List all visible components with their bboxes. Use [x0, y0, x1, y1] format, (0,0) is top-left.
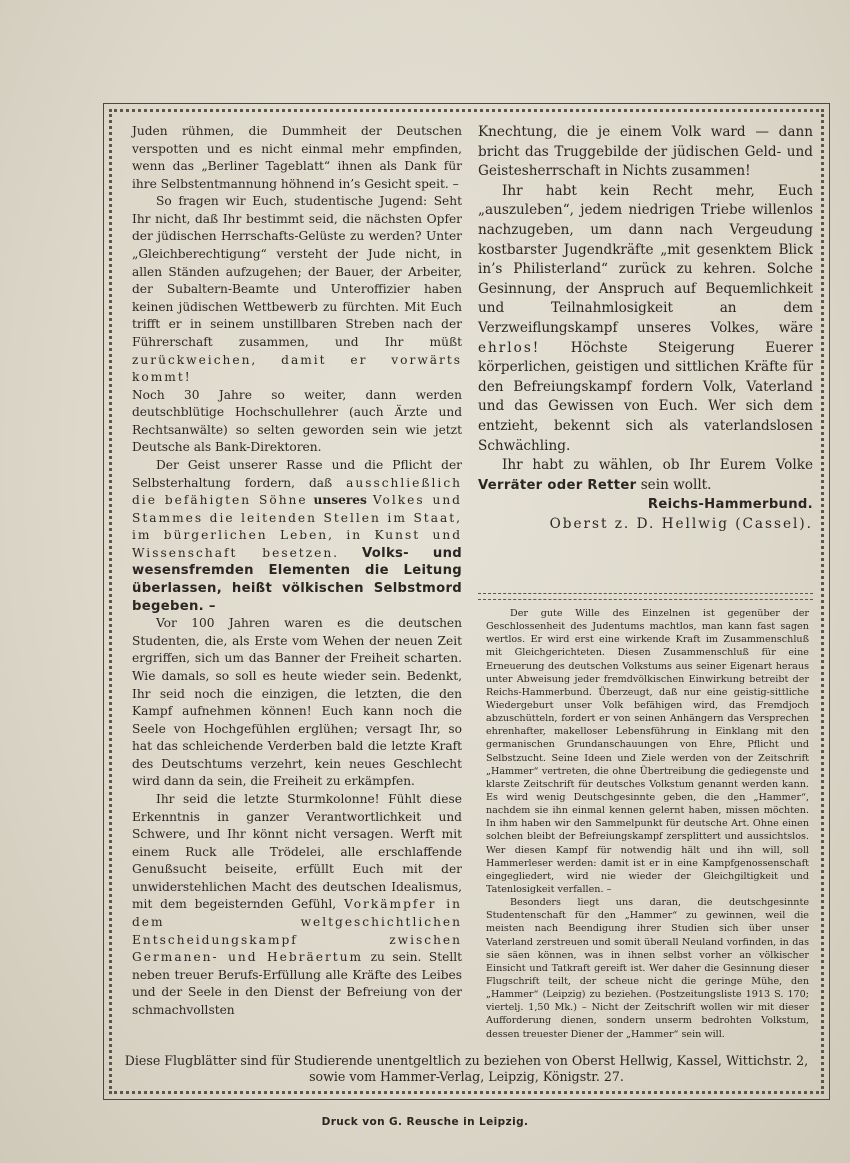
left-column	[132, 123, 462, 1019]
signature-name: Oberst z. D. Hellwig (Cassel).	[549, 515, 813, 532]
spaced-emphasis: ausschließlich die befähigten Söhne	[132, 475, 462, 508]
distribution-note	[124, 1053, 809, 1085]
hammer-notice	[486, 607, 809, 1041]
bold-emphasis: Verräter oder Retter	[478, 477, 637, 493]
paragraph: Vor 100 Jahren waren es die deutschen Studenten, die, als Erste vom Wehen der neuen Zeit ergriffen, sich um das Banner der Freiheit scharten. Wie damals, so soll es heute wieder sein. Bedenkt, Ihr seid noch die einzigen, die letzten, die den Kampf aufnehmen können! Euch kann noch die Seele von Hochgefühlen erglühen; versagt Ihr, so hat das schleichende Verderben bald die letzte Kraft des Deutschtums verzehrt, kein neues Geschlecht wird dann da sein, die Freiheit zu erkämpfen.	[132, 616, 462, 789]
paragraph	[132, 791, 462, 1020]
text-run: Ihr seid die letzte Sturmkolonne! Fühlt diese Erkenntnis in ganzer Verantwortlichkeit und Schwere, und Ihr könnt nicht versagen. Werft mit einem Ruck alle Trödelei, alle erschlaffende Genußsucht beiseite, erfüllt Euch mit der unwiderstehlichen Macht des deutschen Idealismus, mit dem begeisternden Gefühl,	[132, 791, 462, 912]
paragraph	[132, 457, 462, 615]
text-run: Ihr habt zu wählen, ob Ihr Eurem Volke	[502, 457, 813, 474]
right-column	[478, 123, 813, 534]
notice-paragraph: Der gute Wille des Einzelnen ist gegenüber der Geschlossenheit des Judentums machtlos, man kann fast sagen wertlos. Er wird erst eine wirkende Kraft im Zusammenschluß mit Gleichgerichteten. Diesen Zusammenschluß für eine Erneuerung des deutschen Volkstums aus seiner Eigenart heraus unter Abweisung jeder fremdvölkischen Einwirkung betreibt der Reichs-Hammerbund. Überzeugt, daß nur eine geistig-sittliche Wiedergeburt unser Volk befähigen wird, das Fremdjoch abzuschütteln, fordert er von seinen Anhängern das Versprechen ehrenhafter, makelloser Lebensführung in Einklang mit den germanischen Grundanschauungen von Ehre, Pflicht und Selbstzucht. Seine Ideen und Ziele werden von der Zeitschrift „Hammer“ vertreten, die ohne Übertreibung die gediegenste und klarste Zeitschrift für deutsches Volkstum genannt werden kann. Es wird wenig Deutschgesinnte geben, die den „Hammer“, nachdem sie ihn einmal kennen gelernt haben, missen möchten. In ihm haben wir den Sammelpunkt für deutsche Art. Ohne einen solchen bleibt der Befreiungskampf zersplittert und aussichtslos. Wer diesen Kampf für notwendig hält und ihn will, soll Hammerleser werden: damit ist er in eine Kampfgenossenschaft eingegliedert, wird nie wieder der Gleichgiltigkeit und Tatenlosigkeit verfallen. –	[486, 608, 809, 895]
ornamental-frame	[103, 103, 830, 1100]
spaced-emphasis: Volkes und Stammes die leitenden Stellen im Staat, im bürgerlichen Leben, in Kunst und Wissenschaft besetzen.	[132, 493, 462, 560]
text-run: Der Geist unserer Rasse und die Pflicht der Selbsterhaltung fordern, daß	[132, 457, 462, 490]
paragraph	[478, 182, 813, 456]
distribution-line: sowie vom Hammer-Verlag, Leipzig, Königstr. 27.	[309, 1069, 624, 1084]
bold-headline: Volks- und wesensfremden Elementen die Leitung überlassen, heißt völkischen Selbstmord begeben. –	[132, 545, 463, 614]
spaced-emphasis: Vorkämpfer in dem weltgeschichtlichen Entscheidungskampf zwischen Germanen- und Hebräertum	[132, 897, 463, 965]
text-run: So fragen wir Euch, studentische Jugend: Seht Ihr nicht, daß Ihr bestimmt seid, die nächsten Opfer der jüdischen Herrschafts-Gelüste zu werden?	[132, 194, 462, 244]
paragraph: Juden rühmen, die Dummheit der Deutschen verspotten und es nicht einmal mehr empfinden, wenn das „Berliner Tageblatt“ ihnen als Dank für ihre Selbstentmannung höhnend in’s Gesicht speit. –	[132, 124, 462, 191]
bold-emphasis: unseres	[313, 493, 367, 508]
spaced-emphasis: zurückweichen, damit er vorwärts kommt!	[132, 352, 462, 385]
distribution-line: Diese Flugblätter sind für Studierende unentgeltlich zu beziehen von Oberst Hellwig, Kassel, Wittichstr. 2,	[124, 1053, 809, 1068]
text-run: Ihr habt kein Recht mehr, Euch „auszuleben“, jedem niedrigen Triebe willenlos nachzugeben, um dann nach Vergeudung kostbarster Jugendkräfte „mit gesenktem Blick in’s Philisterland“ zurück zu kehren. Solche Gesinnung, der Anspruch auf Bequemlichkeit und Teilnahmlosigkeit an dem Verzweiflungskampf unseres Volkes, wäre	[478, 182, 813, 336]
text-run: zu sein. Stellt neben treuer Berufs-Erfüllung alle Kräfte des Leibes und der Seele in den Dienst der Befreiung von der schmachvollsten	[132, 950, 463, 1017]
paragraph: Noch 30 Jahre so weiter, dann werden deutschblütige Hochschullehrer (auch Ärzte und Rechtsanwälte) so selten geworden sein wie jetzt Deutsche als Bank-Direktoren.	[132, 387, 462, 455]
text-run: Unter „Gleichberechtigung“ versteht der Jude nicht, in allen Ständen aufzugehen; der Bauer, der Arbeiter, der Subaltern-Beamte und Unteroffizier haben keinen jüdischen Wettbewerb zu fürchten. Mit Euch trifft er in seinem unstillbaren Streben nach der Führerschaft zusammen, und Ihr müßt	[132, 229, 462, 349]
signature-organization: Reichs-Hammerbund.	[647, 497, 813, 513]
paragraph: Knechtung, die je einem Volk ward — dann bricht das Truggebilde der jüdischen Geld- und Geistesherrschaft in Nichts zusammen!	[478, 124, 813, 180]
notice-paragraph: Besonders liegt uns daran, die deutschgesinnte Studentenschaft für den „Hammer“ zu gewinnen, weil die meisten nach Beendigung ihrer Studien sich über unser Vaterland zerstreuen und somit überall Neuland vorfinden, in das sie säen können, was in ihnen selbst vorher an völkischer Einsicht und Tatkraft gereift ist. Wer daher die Gesinnung dieser Flugschrift teilt, der scheue nicht die geringe Mühe, den „Hammer“ (Leipzig) zu beziehen. (Postzeitungsliste 1913 S. 170; viertelj. 1,50 Mk.) – Nicht der Zeitschrift wollen wir mit dieser Aufforderung dienen, sondern unserm bedrohten Volkstum, dessen treuester Diener der „Hammer“ sein will.	[486, 897, 809, 1040]
paragraph	[478, 456, 813, 495]
paragraph	[132, 193, 462, 386]
text-run: Höchste Steigerung Euerer körperlichen, geistigen und sittlichen Kräfte für den Befreiungskampf fordern Volk, Vaterland und das Gewissen von Euch. Wer sich dem entzieht, bekennt sich als vaterlandslosen Schwächling.	[478, 339, 813, 454]
spaced-emphasis: ehrlos!	[478, 339, 541, 356]
printer-imprint: Druck von G. Reusche in Leipzig.	[321, 1116, 529, 1128]
section-divider	[478, 593, 813, 600]
text-run: sein wollt.	[640, 476, 712, 493]
